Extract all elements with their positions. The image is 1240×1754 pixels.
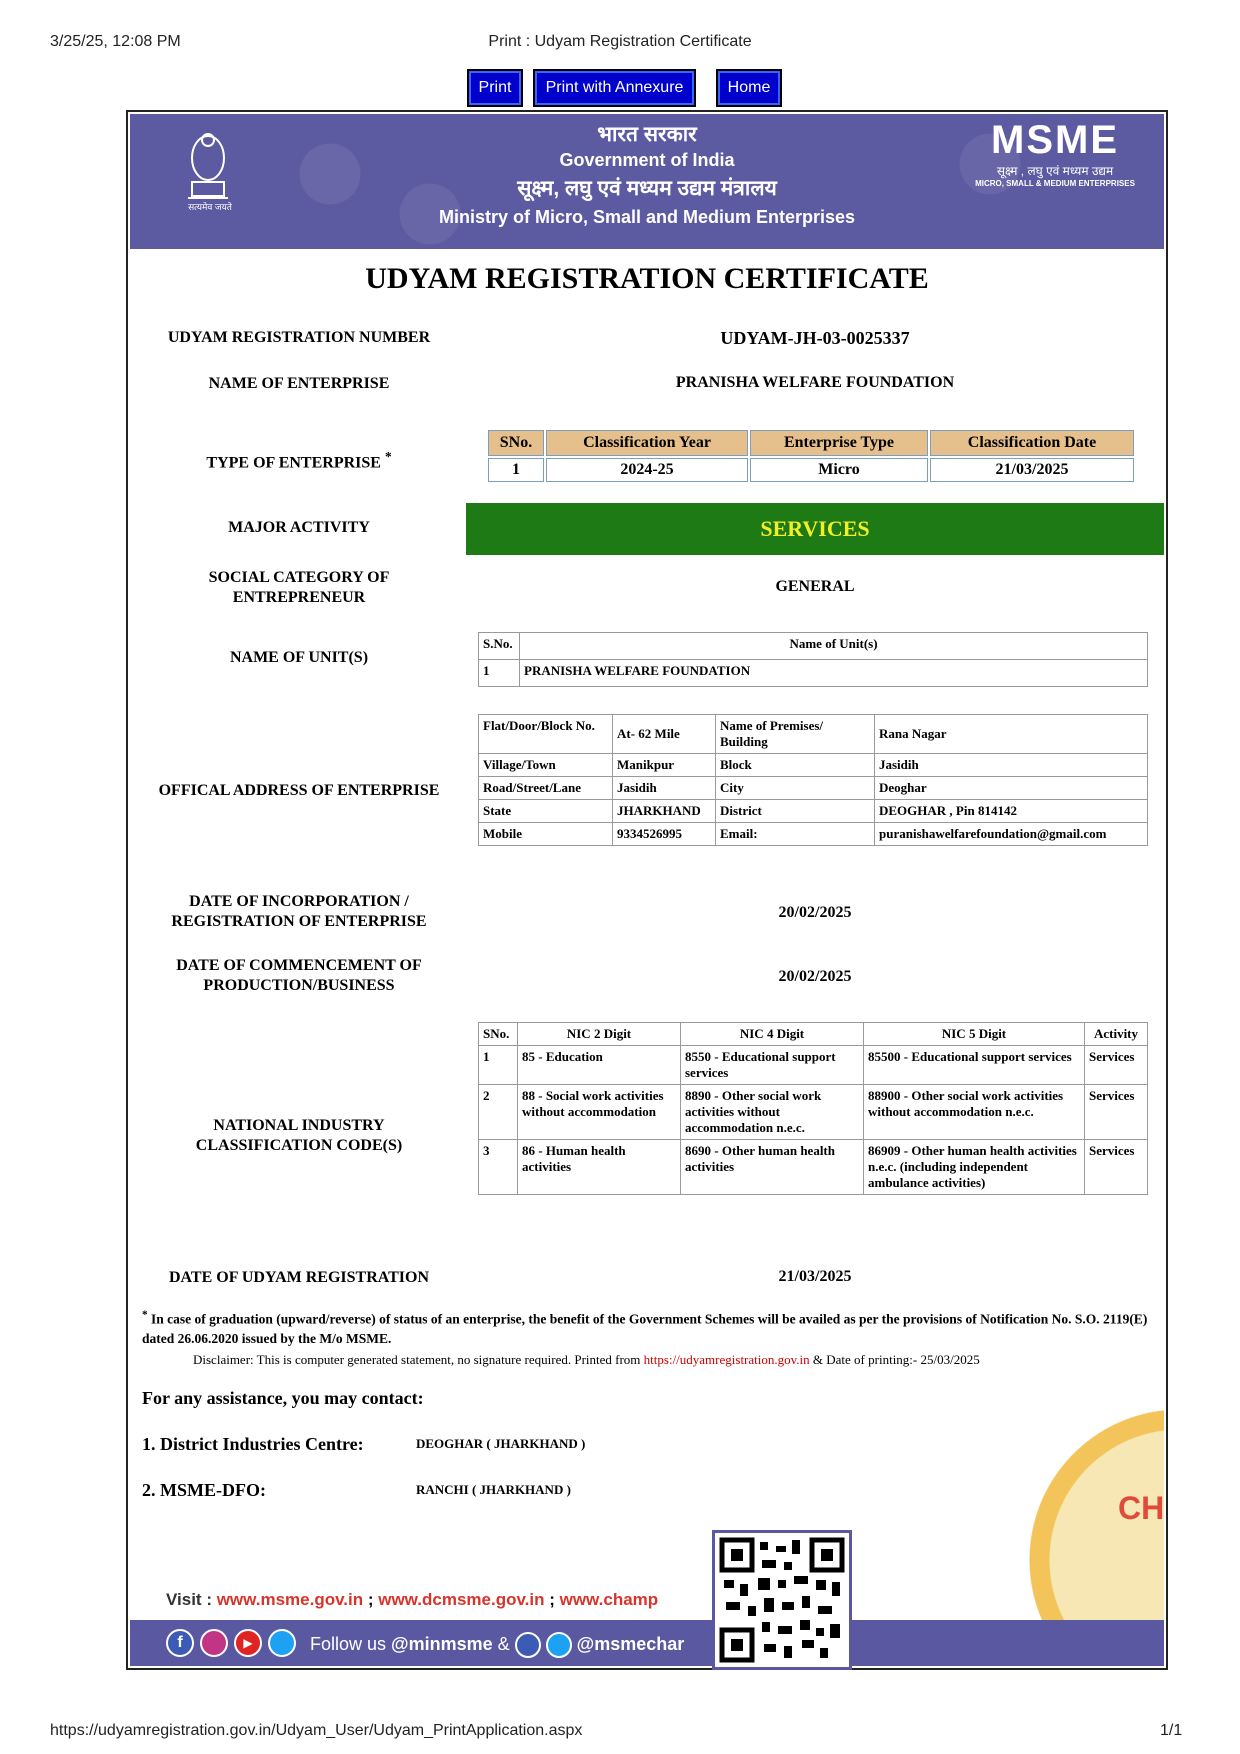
units-sno: 1	[479, 660, 520, 687]
nic-cell: Services	[1085, 1046, 1148, 1085]
class-header-year: Classification Year	[546, 430, 748, 456]
instagram-icon	[200, 1629, 228, 1657]
class-date: 21/03/2025	[930, 458, 1134, 482]
nic-header-2digit: NIC 2 Digit	[518, 1023, 681, 1046]
visit-separator: ;	[544, 1590, 560, 1609]
inc-label-line1: DATE OF INCORPORATION /	[189, 893, 409, 910]
class-header-type: Enterprise Type	[750, 430, 928, 456]
dfo-label: 2. MSME-DFO:	[142, 1480, 266, 1500]
nic-header-5digit: NIC 5 Digit	[864, 1023, 1085, 1046]
social-icons	[166, 1629, 296, 1657]
commencement-date: 20/02/2025	[778, 968, 852, 985]
comm-label-line2: PRODUCTION/BUSINESS	[203, 977, 395, 994]
banner-hindi-ministry: सूक्ष्म, लघु एवं मध्यम उद्यम मंत्रालय	[517, 177, 777, 200]
addr-village-label: Village/Town	[479, 754, 613, 777]
units-label: NAME OF UNIT(S)	[229, 649, 369, 666]
nic-cell: 85 - Education	[518, 1046, 681, 1085]
nic-cell: 88 - Social work activities without accommodation	[518, 1085, 681, 1140]
print-annexure-button[interactable]: Print with Annexure	[533, 69, 696, 107]
major-activity-value: SERVICES	[466, 503, 1164, 555]
home-button[interactable]: Home	[716, 69, 782, 107]
dic-value: DEOGHAR ( JHARKHAND )	[416, 1436, 586, 1451]
print-title: Print : Udyam Registration Certificate	[488, 33, 752, 50]
comm-label-line1: DATE OF COMMENCEMENT OF	[176, 957, 422, 974]
social-category-value: GENERAL	[775, 578, 855, 595]
addr-mobile-label: Mobile	[479, 823, 613, 846]
nic-label-line1: NATIONAL INDUSTRY	[213, 1117, 385, 1134]
table-row	[479, 1085, 1148, 1140]
emblem-motto: सत्यमेव जयते	[188, 202, 232, 212]
nic-label-line2: CLASSIFICATION CODE(S)	[195, 1137, 403, 1154]
champ-fragment: CH	[1118, 1490, 1164, 1526]
incorporation-date: 20/02/2025	[778, 904, 852, 921]
follow-line	[310, 1632, 710, 1658]
addr-email: puranishawelfarefoundation@gmail.com	[875, 823, 1148, 846]
nic-header-4digit: NIC 4 Digit	[681, 1023, 864, 1046]
social-bar	[130, 1620, 1164, 1666]
social-icons-2	[515, 1632, 577, 1658]
nic-cell: 86909 - Other human health activities n.e.c. (including independent ambulance activities)	[864, 1140, 1085, 1195]
msme-hindi: सूक्ष्म , लघु एवं मध्यम उद्यम	[996, 164, 1114, 178]
enterprise-type-label-text: TYPE OF ENTERPRISE	[206, 454, 381, 472]
addr-email-label: Email:	[716, 823, 875, 846]
enterprise-name-label: NAME OF ENTERPRISE	[208, 375, 390, 392]
visit-label: Visit :	[166, 1590, 217, 1609]
nic-cell: 8690 - Other human health activities	[681, 1140, 864, 1195]
major-activity-label: MAJOR ACTIVITY	[228, 519, 370, 536]
qr-code-icon	[718, 1536, 846, 1664]
nic-cell: 88900 - Other social work activities without accommodation n.e.c.	[864, 1085, 1085, 1140]
twitter-icon	[546, 1632, 572, 1658]
classification-table	[486, 428, 1136, 484]
contact-heading: For any assistance, you may contact:	[142, 1388, 424, 1408]
address-table	[478, 714, 1148, 846]
handle-2: @msmechar	[576, 1633, 685, 1654]
reg-no-value: UDYAM-JH-03-0025337	[720, 328, 910, 348]
follow-prefix: Follow us	[310, 1633, 392, 1654]
addr-premises-label: Name of Premises/ Building	[716, 715, 875, 754]
visit-site-2[interactable]: www.dcmsme.gov.in	[378, 1590, 545, 1609]
udyam-date-value: 21/03/2025	[778, 1268, 852, 1285]
handle-1: @minmsme	[391, 1633, 493, 1654]
addr-district: DEOGHAR , Pin 814142	[875, 800, 1148, 823]
class-sno: 1	[488, 458, 544, 482]
nic-cell: Services	[1085, 1140, 1148, 1195]
units-header-name: Name of Unit(s)	[520, 633, 1148, 660]
nic-header-sno: SNo.	[479, 1023, 518, 1046]
class-type: Micro	[750, 458, 928, 482]
disclaimer-prefix: Disclaimer: This is computer generated statement, no signature required. Printed from	[193, 1352, 644, 1367]
nic-cell: 1	[479, 1046, 518, 1085]
class-year: 2024-25	[546, 458, 748, 482]
msme-sub: MICRO, SMALL & MEDIUM ENTERPRISES	[975, 179, 1135, 188]
addr-flat: At- 62 Mile	[613, 715, 716, 754]
disclaimer-suffix: & Date of printing:- 25/03/2025	[809, 1352, 980, 1367]
inc-label-line2: REGISTRATION OF ENTERPRISE	[171, 913, 427, 930]
addr-road-label: Road/Street/Lane	[479, 777, 613, 800]
addr-mobile: 9334526995	[613, 823, 716, 846]
visit-line	[166, 1590, 712, 1610]
certificate-title: UDYAM REGISTRATION CERTIFICATE	[365, 262, 929, 295]
social-category-label	[149, 568, 449, 608]
nic-cell: 3	[479, 1140, 518, 1195]
nic-header-activity: Activity	[1085, 1023, 1148, 1046]
address-label: OFFICAL ADDRESS OF ENTERPRISE	[158, 782, 440, 799]
addr-state-label: State	[479, 800, 613, 823]
ministry-banner	[130, 114, 1164, 249]
units-table	[478, 632, 1148, 687]
nic-cell: 86 - Human health activities	[518, 1140, 681, 1195]
graduation-note	[142, 1306, 1152, 1348]
note-text: In case of graduation (upward/reverse) of status of an enterprise, the benefit of the Government Schemes will be availed as per the provisions of Notification No. S.O. 2119(E) dated 26.06.2020 issued by the M/o MSME.	[142, 1311, 1148, 1346]
disclaimer-link[interactable]: https://udyamregistration.gov.in	[643, 1352, 810, 1367]
addr-road: Jasidih	[613, 777, 716, 800]
youtube-icon: ▶	[234, 1629, 262, 1657]
banner-ministry: Ministry of Micro, Small and Medium Enterprises	[438, 207, 856, 227]
units-header-sno: S.No.	[479, 633, 520, 660]
enterprise-name-value: PRANISHA WELFARE FOUNDATION	[675, 374, 955, 391]
nic-cell: 85500 - Educational support services	[864, 1046, 1085, 1085]
addr-block-label: Block	[716, 754, 875, 777]
dic-label: 1. District Industries Centre:	[142, 1434, 364, 1454]
nic-cell: 8890 - Other social work activities without accommodation n.e.c.	[681, 1085, 864, 1140]
dfo-value: RANCHI ( JHARKHAND )	[416, 1482, 571, 1497]
udyam-date-label: DATE OF UDYAM REGISTRATION	[168, 1269, 430, 1286]
champions-graphic	[1000, 1400, 1164, 1620]
print-url: https://udyamregistration.gov.in/Udyam_User/Udyam_PrintApplication.aspx	[50, 1722, 583, 1739]
social-label-line1: SOCIAL CATEGORY OF	[208, 569, 390, 586]
type-star: *	[384, 449, 392, 464]
addr-state: JHARKHAND	[613, 800, 716, 823]
nic-label	[149, 1116, 449, 1156]
qr-code	[712, 1530, 852, 1670]
class-header-date: Classification Date	[930, 430, 1134, 456]
msme-logo	[970, 118, 1140, 188]
addr-flat-label: Flat/Door/Block No.	[479, 715, 613, 754]
table-row	[479, 1046, 1148, 1085]
facebook-icon: f	[166, 1629, 194, 1657]
commencement-label	[149, 956, 449, 996]
banner-govt: Government of India	[559, 150, 735, 170]
enterprise-type-label	[149, 447, 449, 473]
print-page: 1/1	[1160, 1722, 1183, 1739]
banner-hindi-govt: भारत सरकार	[597, 123, 697, 146]
addr-village: Manikpur	[613, 754, 716, 777]
table-row	[479, 1140, 1148, 1195]
twitter-icon	[268, 1629, 296, 1657]
visit-separator: ;	[363, 1590, 379, 1609]
print-datetime: 3/25/25, 12:08 PM	[50, 33, 181, 50]
addr-block: Jasidih	[875, 754, 1148, 777]
facebook-icon	[515, 1632, 541, 1658]
addr-city: Deoghar	[875, 777, 1148, 800]
social-label-line2: ENTREPRENEUR	[232, 589, 366, 606]
nic-cell: 2	[479, 1085, 518, 1140]
class-header-sno: SNo.	[488, 430, 544, 456]
addr-premises: Rana Nagar	[875, 715, 1148, 754]
print-button[interactable]: Print	[467, 69, 523, 107]
disclaimer	[193, 1352, 980, 1368]
visit-site-1[interactable]: www.msme.gov.in	[216, 1590, 364, 1609]
units-name: PRANISHA WELFARE FOUNDATION	[520, 660, 1148, 687]
msme-logo-text: MSME	[991, 118, 1119, 162]
nic-cell: 8550 - Educational support services	[681, 1046, 864, 1085]
reg-no-label: UDYAM REGISTRATION NUMBER	[167, 329, 431, 346]
visit-site-3[interactable]: www.champ	[559, 1590, 659, 1609]
follow-amp: &	[492, 1633, 515, 1654]
nic-table	[478, 1022, 1148, 1195]
incorporation-label	[149, 892, 449, 932]
addr-city-label: City	[716, 777, 875, 800]
nic-cell: Services	[1085, 1085, 1148, 1140]
addr-district-label: District	[716, 800, 875, 823]
note-star: *	[142, 1309, 148, 1321]
